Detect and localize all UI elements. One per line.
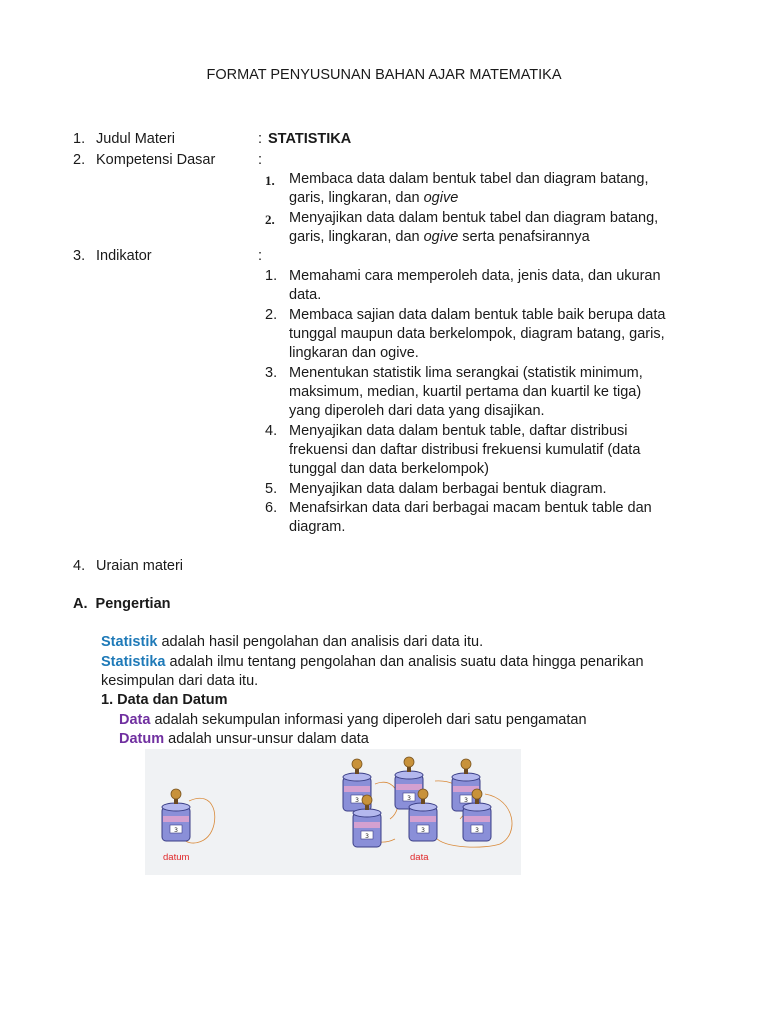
kd-text-part: serta penafsirannya <box>458 229 590 245</box>
definition-datum <box>119 730 369 749</box>
indikator-text: frekuensi dan daftar distribusi frekuensi kumulatif (data <box>289 442 641 458</box>
section-heading: A. Pengertian <box>73 596 171 612</box>
illustration-graphic: 3 datum data <box>145 749 521 875</box>
indikator-num: 5. <box>265 481 278 497</box>
sub-heading: 1. Data dan Datum <box>101 692 228 708</box>
kd-text-part: garis, lingkaran, dan <box>289 229 424 245</box>
kd-num: 1. <box>265 173 275 188</box>
data-caption: data <box>410 852 429 863</box>
datum-caption: datum <box>163 852 190 863</box>
indikator-text: tunggal dan data berkelompok) <box>289 461 489 477</box>
term-datum: Datum <box>119 731 165 747</box>
datum-jar <box>162 789 215 843</box>
item-number: 1. <box>73 131 86 147</box>
definition-text: adalah ilmu tentang pengolahan dan analisis suatu data hingga penarikan <box>165 654 644 670</box>
indikator-text: tunggal maupun data berkelompok, diagram batang, garis, <box>289 326 665 342</box>
indikator-num: 1. <box>265 268 278 284</box>
item-colon: : <box>258 131 263 147</box>
term-statistik: Statistik <box>101 634 158 650</box>
kd-num: 2. <box>265 212 275 227</box>
definition-statistik <box>101 633 483 652</box>
indikator-text: Menentukan statistik lima serangkai (statistik minimum, <box>289 365 643 381</box>
item-number: 2. <box>73 152 86 168</box>
term-data: Data <box>119 712 151 728</box>
indikator-num: 4. <box>265 423 278 439</box>
item-colon: : <box>258 248 263 264</box>
item-number: 4. <box>73 558 86 574</box>
definition-text: adalah unsur-unsur dalam data <box>164 731 369 747</box>
indikator-text: Membaca sajian data dalam bentuk table baik berupa data <box>289 307 666 323</box>
indikator-text: maksimum, median, kuartil pertama dan kuartil ke tiga) <box>289 384 642 400</box>
indikator-text: lingkaran dan ogive. <box>289 345 419 361</box>
judul-value: STATISTIKA <box>268 131 352 147</box>
kd-text <box>289 189 458 208</box>
indikator-num: 2. <box>265 307 278 323</box>
definition-data <box>119 711 587 730</box>
item-colon: : <box>258 152 263 168</box>
definition-text: kesimpulan dari data itu. <box>101 673 259 689</box>
page-title: FORMAT PENYUSUNAN BAHAN AJAR MATEMATIKA <box>206 67 562 83</box>
indikator-text: Menyajikan data dalam bentuk table, daftar distribusi <box>289 423 628 439</box>
item-label: Uraian materi <box>96 558 184 574</box>
kd-text: Menyajikan data dalam bentuk tabel dan diagram batang, <box>289 210 659 226</box>
item-label: Indikator <box>96 248 152 264</box>
item-number: 3. <box>73 248 86 264</box>
definition-text: adalah hasil pengolahan dan analisis dari data itu. <box>157 634 484 650</box>
item-label: Kompetensi Dasar <box>96 152 216 168</box>
indikator-text: yang diperoleh dari data yang disajikan. <box>289 403 545 419</box>
indikator-text: data. <box>289 287 322 303</box>
data-jars <box>343 757 512 847</box>
kd-text-part: garis, lingkaran, dan <box>289 190 424 206</box>
indikator-text: Menafsirkan data dari berbagai macam bentuk table dan <box>289 500 652 516</box>
indikator-num: 3. <box>265 365 278 381</box>
indikator-text: Memahami cara memperoleh data, jenis data, dan ukuran <box>289 268 661 284</box>
definition-text: adalah sekumpulan informasi yang diperoleh dari satu pengamatan <box>150 712 587 728</box>
indikator-text: diagram. <box>289 519 346 535</box>
indikator-num: 6. <box>265 500 278 516</box>
definition-statistika <box>101 653 644 672</box>
term-statistika: Statistika <box>101 654 166 670</box>
indikator-text: Menyajikan data dalam berbagai bentuk diagram. <box>289 481 607 497</box>
kd-text: Membaca data dalam bentuk tabel dan diagram batang, <box>289 171 649 187</box>
datum-data-illustration <box>145 749 521 875</box>
item-label: Judul Materi <box>96 131 175 147</box>
kd-emph: ogive <box>423 190 459 206</box>
kd-text <box>289 228 590 247</box>
kd-emph: ogive <box>423 229 459 245</box>
